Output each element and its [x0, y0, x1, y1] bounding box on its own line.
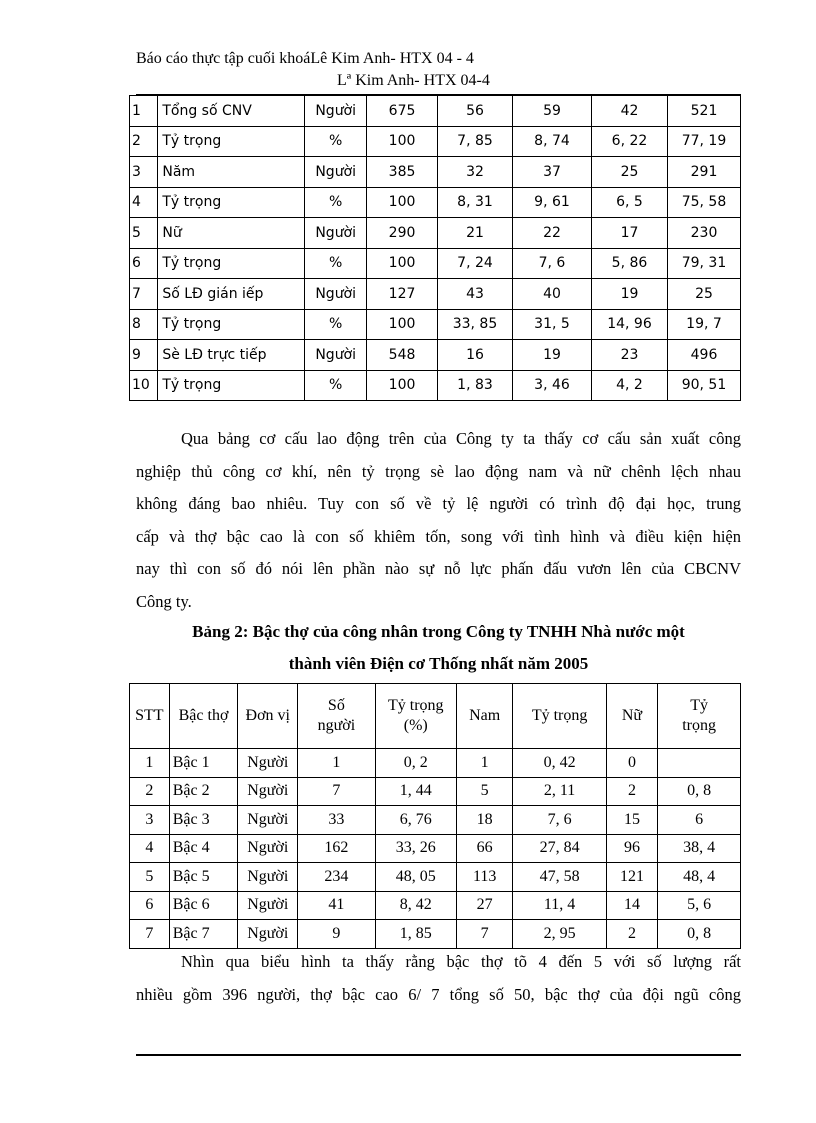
table-cell: 27 [456, 891, 512, 920]
paragraph-line: nay thì con số đó nói lên phần nào sự nỗ lực phấn đấu vươn lên của CBCNV [136, 559, 741, 578]
table-cell: Sè LĐ trực tiếp [158, 340, 305, 371]
table-cell: 162 [298, 834, 375, 863]
table-cell: 8, 42 [375, 891, 456, 920]
table-cell: 5 [130, 218, 158, 249]
table-row [130, 370, 741, 401]
page-header-subtitle: Lª Kim Anh- HTX 04-4 [337, 72, 490, 89]
table-cell: 5, 6 [658, 891, 741, 920]
table-cell: 18 [456, 806, 512, 835]
table-cell: 5 [456, 777, 512, 806]
paragraph-grade-analysis [136, 946, 741, 1011]
table-cell: 11, 4 [513, 891, 606, 920]
table-cell: 2 [130, 777, 170, 806]
table-row [130, 157, 741, 188]
table-row [130, 279, 741, 310]
table-cell: 113 [456, 863, 512, 892]
table-cell: % [305, 126, 367, 157]
table-cell: 9 [298, 920, 375, 949]
table-cell: 90, 51 [667, 370, 740, 401]
table-cell: 66 [456, 834, 512, 863]
table-cell: Người [238, 834, 298, 863]
table-cell: 385 [367, 157, 438, 188]
paragraph-line: cấp và thợ bậc cao là con số khiêm tốn, song với tình hình và điều kiện hiện [136, 526, 741, 546]
table-cell: 6 [130, 248, 158, 279]
header-female: Nữ [606, 684, 657, 749]
table-cell: 17 [592, 218, 668, 249]
header-share: Tỷ trọng (%) [375, 684, 456, 749]
table-cell: 2 [130, 126, 158, 157]
table-cell: 7, 6 [513, 806, 606, 835]
table-cell: 14, 96 [592, 309, 668, 340]
table-row [130, 863, 741, 892]
page-header-title: Báo cáo thực tập cuối khoáLê Kim Anh- HTX 04 - 4 [136, 50, 474, 67]
table-cell: 7 [298, 777, 375, 806]
table-cell: Tỷ trọng [158, 309, 305, 340]
table-row [130, 834, 741, 863]
table-cell: Bậc 3 [169, 806, 238, 835]
table-cell: Số LĐ gián iếp [158, 279, 305, 310]
table-cell: 9 [130, 340, 158, 371]
table-cell: 33 [298, 806, 375, 835]
footer-divider [136, 1054, 741, 1056]
table-cell: 56 [438, 96, 513, 127]
table-cell: 0, 42 [513, 749, 606, 778]
table-cell: 0, 2 [375, 749, 456, 778]
paragraph-line: Công ty. [136, 591, 192, 611]
table-cell: 6, 5 [592, 187, 668, 218]
table-cell: Bậc 2 [169, 777, 238, 806]
table-cell: 1, 44 [375, 777, 456, 806]
table-cell: 10 [130, 370, 158, 401]
table-cell: 2 [606, 777, 657, 806]
table-cell: 7 [130, 920, 170, 949]
table-cell: Người [305, 157, 367, 188]
table-cell: Người [238, 920, 298, 949]
table-cell: Nữ [158, 218, 305, 249]
table-cell: 4 [130, 834, 170, 863]
table-cell: Bậc 4 [169, 834, 238, 863]
header-unit: Đơn vị [238, 684, 298, 749]
table-row [130, 806, 741, 835]
paragraph-line: Nhìn qua biểu hình ta thấy rằng bậc thợ tõ 4 đến 5 với số lượng rất [181, 952, 741, 971]
table-cell: 3 [130, 806, 170, 835]
table-cell: 6, 22 [592, 126, 668, 157]
table-cell: Người [238, 777, 298, 806]
table-cell: 4 [130, 187, 158, 218]
worker-grade-table [129, 683, 741, 949]
table-cell: 0, 8 [658, 777, 741, 806]
labor-structure-table [129, 95, 741, 401]
table-cell: 48, 4 [658, 863, 741, 892]
table-cell: 25 [667, 279, 740, 310]
table-cell: % [305, 187, 367, 218]
table-cell: 19, 7 [667, 309, 740, 340]
table-cell: Tổng số CNV [158, 96, 305, 127]
table-row [130, 920, 741, 949]
table2-caption-line2: thành viên Điện cơ Thống nhất năm 2005 [288, 654, 589, 673]
table-row [130, 777, 741, 806]
table-row [130, 96, 741, 127]
table-cell: 7, 85 [438, 126, 513, 157]
table-cell: Người [305, 96, 367, 127]
table-cell: % [305, 309, 367, 340]
table-cell: 59 [512, 96, 591, 127]
table-cell: 8 [130, 309, 158, 340]
table-cell: 1 [298, 749, 375, 778]
paragraph-labor-analysis [136, 423, 741, 618]
table-cell: 100 [367, 126, 438, 157]
table-cell: 96 [606, 834, 657, 863]
table-cell: 14 [606, 891, 657, 920]
table-cell: Người [238, 749, 298, 778]
table-cell: 100 [367, 187, 438, 218]
table-cell: 2 [606, 920, 657, 949]
table-cell: 7 [456, 920, 512, 949]
table-cell: 19 [512, 340, 591, 371]
table-cell: 37 [512, 157, 591, 188]
table-cell: 7, 24 [438, 248, 513, 279]
paragraph-line: Qua bảng cơ cấu lao động trên của Công ty ta thấy cơ cấu sản xuất công [181, 429, 741, 448]
paragraph-line: nhiều gồm 396 người, thợ bậc cao 6/ 7 tổng số 50, bậc thợ của đội ngũ công [136, 984, 741, 1004]
table-cell: Người [305, 340, 367, 371]
table-cell: 27, 84 [513, 834, 606, 863]
table-cell: 41 [298, 891, 375, 920]
table-row [130, 248, 741, 279]
header-male: Nam [456, 684, 512, 749]
table-cell: 22 [512, 218, 591, 249]
table-cell: 31, 5 [512, 309, 591, 340]
table-cell: 8, 74 [512, 126, 591, 157]
table-cell: 8, 31 [438, 187, 513, 218]
table-cell: Bậc 1 [169, 749, 238, 778]
table-cell: 9, 61 [512, 187, 591, 218]
table-cell: 16 [438, 340, 513, 371]
table-cell: 2, 11 [513, 777, 606, 806]
table-row [130, 891, 741, 920]
table-cell: 0 [606, 749, 657, 778]
table-cell: Người [305, 218, 367, 249]
table-cell: 100 [367, 248, 438, 279]
table-cell: 40 [512, 279, 591, 310]
table-row [130, 749, 741, 778]
table-cell: 100 [367, 309, 438, 340]
table-cell: 1, 83 [438, 370, 513, 401]
table-cell: 496 [667, 340, 740, 371]
table-cell: 21 [438, 218, 513, 249]
table-cell: 121 [606, 863, 657, 892]
table-cell: Tỷ trọng [158, 187, 305, 218]
table-cell: Tỷ trọng [158, 248, 305, 279]
table-cell: Bậc 6 [169, 891, 238, 920]
table-cell: 23 [592, 340, 668, 371]
table-cell: 675 [367, 96, 438, 127]
table-cell: 38, 4 [658, 834, 741, 863]
table-cell: 291 [667, 157, 740, 188]
table-cell: 1 [130, 96, 158, 127]
table-row [130, 309, 741, 340]
table2-caption-line1: Bảng 2: Bậc thợ của công nhân trong Công ty TNHH Nhà nước một [192, 622, 685, 641]
table-cell: 47, 58 [513, 863, 606, 892]
table-cell: Người [238, 863, 298, 892]
table-cell: 5 [130, 863, 170, 892]
table-cell: 6, 76 [375, 806, 456, 835]
header-count: Số người [298, 684, 375, 749]
table-cell: 4, 2 [592, 370, 668, 401]
table-cell: 290 [367, 218, 438, 249]
table-cell: Tỷ trọng [158, 126, 305, 157]
table-cell: 6 [658, 806, 741, 835]
table-cell: 1, 85 [375, 920, 456, 949]
table-cell: 1 [456, 749, 512, 778]
table-cell: 0, 8 [658, 920, 741, 949]
table-cell: 32 [438, 157, 513, 188]
table-cell: Năm [158, 157, 305, 188]
table-cell: 15 [606, 806, 657, 835]
table-row [130, 218, 741, 249]
table-cell: 127 [367, 279, 438, 310]
table-row [130, 340, 741, 371]
header-stt: STT [130, 684, 170, 749]
table-cell: 230 [667, 218, 740, 249]
table-cell: 3 [130, 157, 158, 188]
table-cell: 1 [130, 749, 170, 778]
table-row [130, 126, 741, 157]
table-cell: 3, 46 [512, 370, 591, 401]
table-cell: 19 [592, 279, 668, 310]
table-cell: 33, 85 [438, 309, 513, 340]
header-male-share: Tỷ trọng [513, 684, 606, 749]
table-cell: 521 [667, 96, 740, 127]
table-cell: Tỷ trọng [158, 370, 305, 401]
table-cell: 77, 19 [667, 126, 740, 157]
table-cell: 548 [367, 340, 438, 371]
table-cell: Bậc 7 [169, 920, 238, 949]
table-cell: Người [305, 279, 367, 310]
table-cell: 79, 31 [667, 248, 740, 279]
table-cell: 7 [130, 279, 158, 310]
paragraph-line: nghiệp thủ công cơ khí, nên tỷ trọng sè lao động nam và nữ chênh lệch nhau [136, 461, 741, 481]
table-cell: 100 [367, 370, 438, 401]
table-cell: 6 [130, 891, 170, 920]
table-cell: 42 [592, 96, 668, 127]
table-cell: Người [238, 806, 298, 835]
table-cell [658, 749, 741, 778]
table2-caption [136, 616, 741, 680]
table-cell: 75, 58 [667, 187, 740, 218]
table-cell: 33, 26 [375, 834, 456, 863]
table-cell: 234 [298, 863, 375, 892]
table-cell: 7, 6 [512, 248, 591, 279]
table-cell: % [305, 370, 367, 401]
table-cell: % [305, 248, 367, 279]
table-cell: Người [238, 891, 298, 920]
table-cell: 43 [438, 279, 513, 310]
paragraph-line: không đáng bao nhiêu. Tuy con số về tỷ lệ người có trình độ đại học, trung [136, 494, 741, 513]
table-cell: 2, 95 [513, 920, 606, 949]
header-female-share: Tỷ trọng [658, 684, 741, 749]
table-cell: 5, 86 [592, 248, 668, 279]
table-row [130, 187, 741, 218]
header-grade: Bậc thợ [169, 684, 238, 749]
table-cell: 25 [592, 157, 668, 188]
table-cell: Bậc 5 [169, 863, 238, 892]
table-cell: 48, 05 [375, 863, 456, 892]
